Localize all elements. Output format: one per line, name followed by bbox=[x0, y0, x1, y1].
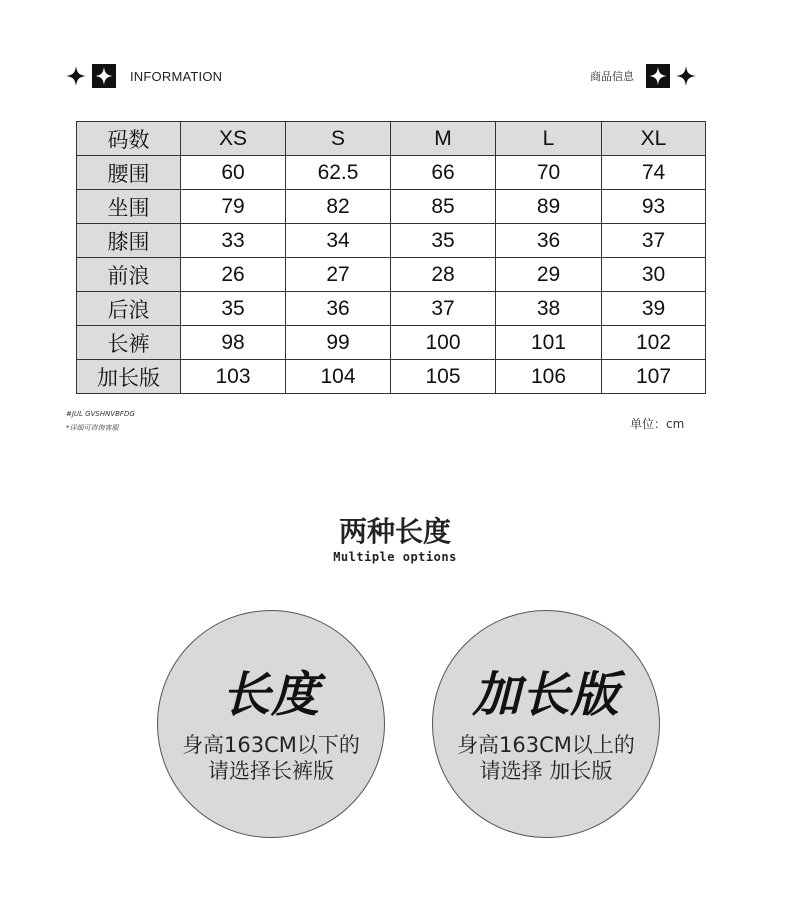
table-row bbox=[77, 156, 706, 190]
table-header-cell: 码数 bbox=[77, 122, 181, 156]
option-description-line: 请选择长裤版 bbox=[208, 759, 334, 783]
row-label: 后浪 bbox=[77, 292, 181, 326]
table-cell: 89 bbox=[496, 190, 602, 224]
table-cell: 106 bbox=[496, 360, 602, 394]
header-right-text: 商品信息 bbox=[590, 70, 634, 83]
four-point-star-icon bbox=[66, 66, 86, 86]
header-left-text: INFORMATION bbox=[130, 68, 223, 84]
table-cell: 62.5 bbox=[286, 156, 391, 190]
table-cell: 105 bbox=[391, 360, 496, 394]
table-cell: 99 bbox=[286, 326, 391, 360]
table-cell: 82 bbox=[286, 190, 391, 224]
table-cell: 93 bbox=[602, 190, 706, 224]
table-row bbox=[77, 258, 706, 292]
row-label: 腰围 bbox=[77, 156, 181, 190]
table-cell: 35 bbox=[181, 292, 286, 326]
table-row bbox=[77, 292, 706, 326]
option-title: 加长版 bbox=[472, 667, 620, 723]
option-description-line: 请选择 加长版 bbox=[479, 759, 613, 783]
table-cell: 103 bbox=[181, 360, 286, 394]
table-cell: 28 bbox=[391, 258, 496, 292]
table-row bbox=[77, 224, 706, 258]
boxed-star-icon bbox=[646, 64, 670, 88]
section-subtitle: Multiple options bbox=[333, 550, 457, 564]
size-chart-table bbox=[76, 121, 706, 394]
table-row bbox=[77, 190, 706, 224]
table-cell: 33 bbox=[181, 224, 286, 258]
row-label: 前浪 bbox=[77, 258, 181, 292]
table-header-cell: L bbox=[496, 122, 602, 156]
table-header-cell: XS bbox=[181, 122, 286, 156]
section-title: 两种长度 bbox=[338, 515, 451, 548]
table-cell: 29 bbox=[496, 258, 602, 292]
boxed-star-icon bbox=[92, 64, 116, 88]
row-label: 加长版 bbox=[77, 360, 181, 394]
table-cell: 101 bbox=[496, 326, 602, 360]
table-cell: 37 bbox=[391, 292, 496, 326]
table-cell: 74 bbox=[602, 156, 706, 190]
table-row bbox=[77, 326, 706, 360]
option-description-line: 身高163CM以上的 bbox=[457, 733, 635, 757]
table-header-cell: M bbox=[391, 122, 496, 156]
consult-note: *详细可咨询客服 bbox=[66, 424, 119, 432]
table-header-row bbox=[77, 122, 706, 156]
table-row bbox=[77, 360, 706, 394]
header-right bbox=[590, 62, 696, 90]
table-cell: 39 bbox=[602, 292, 706, 326]
option-circle-regular bbox=[157, 610, 385, 838]
table-cell: 102 bbox=[602, 326, 706, 360]
option-title: 长度 bbox=[221, 667, 320, 723]
table-cell: 35 bbox=[391, 224, 496, 258]
table-cell: 98 bbox=[181, 326, 286, 360]
table-cell: 70 bbox=[496, 156, 602, 190]
table-header-cell: XL bbox=[602, 122, 706, 156]
table-cell: 100 bbox=[391, 326, 496, 360]
table-cell: 107 bbox=[602, 360, 706, 394]
table-cell: 37 bbox=[602, 224, 706, 258]
table-cell: 26 bbox=[181, 258, 286, 292]
table-cell: 60 bbox=[181, 156, 286, 190]
product-code-note: #JUL GVSHNVBFDG bbox=[66, 410, 135, 418]
table-cell: 34 bbox=[286, 224, 391, 258]
table-cell: 104 bbox=[286, 360, 391, 394]
table-cell: 79 bbox=[181, 190, 286, 224]
table-cell: 36 bbox=[286, 292, 391, 326]
table-cell: 85 bbox=[391, 190, 496, 224]
option-description-line: 身高163CM以下的 bbox=[182, 733, 360, 757]
option-circle-extended bbox=[432, 610, 660, 838]
table-header-cell: S bbox=[286, 122, 391, 156]
unit-label: 单位：cm bbox=[630, 417, 685, 431]
row-label: 长裤 bbox=[77, 326, 181, 360]
four-point-star-icon bbox=[676, 66, 696, 86]
table-cell: 36 bbox=[496, 224, 602, 258]
table-cell: 66 bbox=[391, 156, 496, 190]
table-cell: 38 bbox=[496, 292, 602, 326]
table-cell: 27 bbox=[286, 258, 391, 292]
row-label: 坐围 bbox=[77, 190, 181, 224]
header-left bbox=[66, 62, 222, 90]
table-cell: 30 bbox=[602, 258, 706, 292]
row-label: 膝围 bbox=[77, 224, 181, 258]
